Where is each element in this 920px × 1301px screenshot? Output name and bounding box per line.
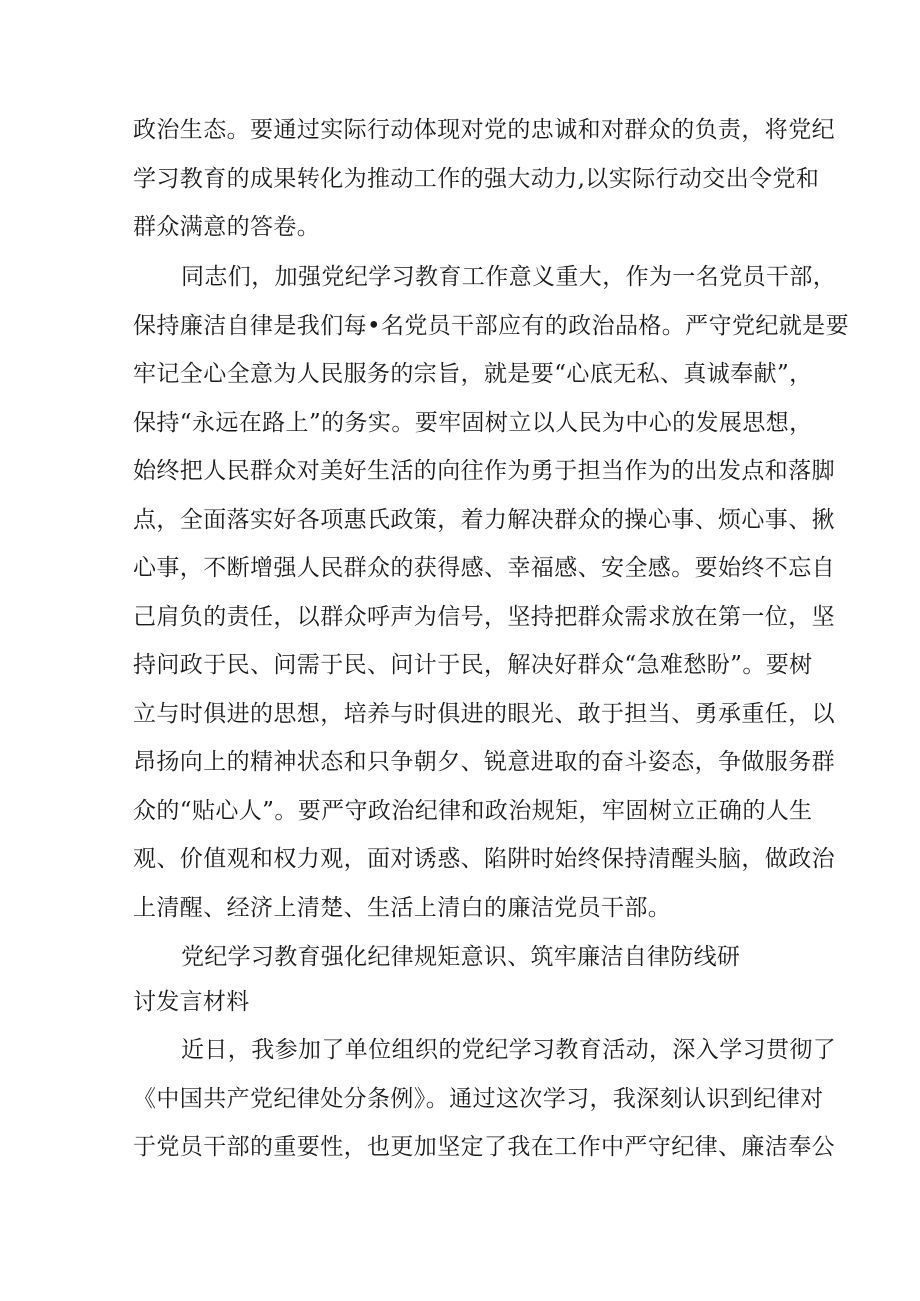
section-heading-line: 讨发言材料 bbox=[133, 989, 250, 1015]
paragraph-line: 己肩负的责任，以群众呼声为信号，坚持把群众需求放在第一位，坚 bbox=[133, 604, 835, 630]
paragraph-line: 《中国共产党纪律处分条例》。通过这次学习，我深刻认识到纪律对 bbox=[133, 1086, 824, 1112]
paragraph-line: 于党员干部的重要性，也更加坚定了我在工作中严守纪律、廉洁奉公 bbox=[133, 1134, 835, 1160]
paragraph-line: 上清醒、经济上清楚、生活上清白的廉洁党员干部。 bbox=[133, 895, 672, 921]
paragraph-line: 保持廉洁自律是我们每•名党员干部应有的政治品格。严守党纪就是要 bbox=[133, 313, 849, 339]
paragraph-line: 同志们，加强党纪学习教育工作意义重大，作为一名党员干部， bbox=[181, 264, 837, 290]
paragraph-line: 始终把人民群众对美好生活的向往作为勇于担当作为的出发点和落脚 bbox=[133, 458, 835, 484]
paragraph-line: 牢记全心全意为人民服务的宗旨，就是要“心底无私、真诚奉献”， bbox=[133, 361, 813, 387]
paragraph-line: 持问政于民、问需于民、问计于民，解决好群众“急难愁盼”。要树 bbox=[133, 652, 813, 678]
paragraph-line: 心事，不断增强人民群众的获得感、幸福感、安全感。要始终不忘自 bbox=[133, 555, 835, 581]
paragraph-line: 近日，我参加了单位组织的党纪学习教育活动，深入学习贯彻了 bbox=[181, 1037, 837, 1063]
paragraph-line: 观、价值观和权力观，面对诱惑、陷阱时始终保持清醒头脑，做政治 bbox=[133, 846, 835, 872]
paragraph-line: 立与时俱进的思想，培养与时俱进的眼光、敢于担当、勇承重任，以 bbox=[133, 701, 835, 727]
paragraph-line: 政治生态。要通过实际行动体现对党的忠诚和对群众的负责，将党纪 bbox=[133, 117, 835, 143]
paragraph-line: 保持“永远在路上”的务实。要牢固树立以人民为中心的发展思想， bbox=[133, 410, 813, 436]
paragraph-line: 学习教育的成果转化为推动工作的强大动力,以实际行动交出令党和 bbox=[133, 166, 820, 192]
section-heading-line: 党纪学习教育强化纪律规矩意识、筑牢廉洁自律防线研 bbox=[181, 944, 741, 970]
paragraph-line: 群众满意的答卷。 bbox=[133, 214, 321, 240]
paragraph-line: 昂扬向上的精神状态和只争朝夕、锐意进取的奋斗姿态，争做服务群 bbox=[133, 749, 835, 775]
paragraph-line: 点，全面落实好各项惠氏政策，着力解决群众的操心事、烦心事、揪 bbox=[133, 507, 835, 533]
paragraph-line: 众的“贴心人”。要严守政治纪律和政治规矩，牢固树立正确的人生 bbox=[133, 798, 813, 824]
